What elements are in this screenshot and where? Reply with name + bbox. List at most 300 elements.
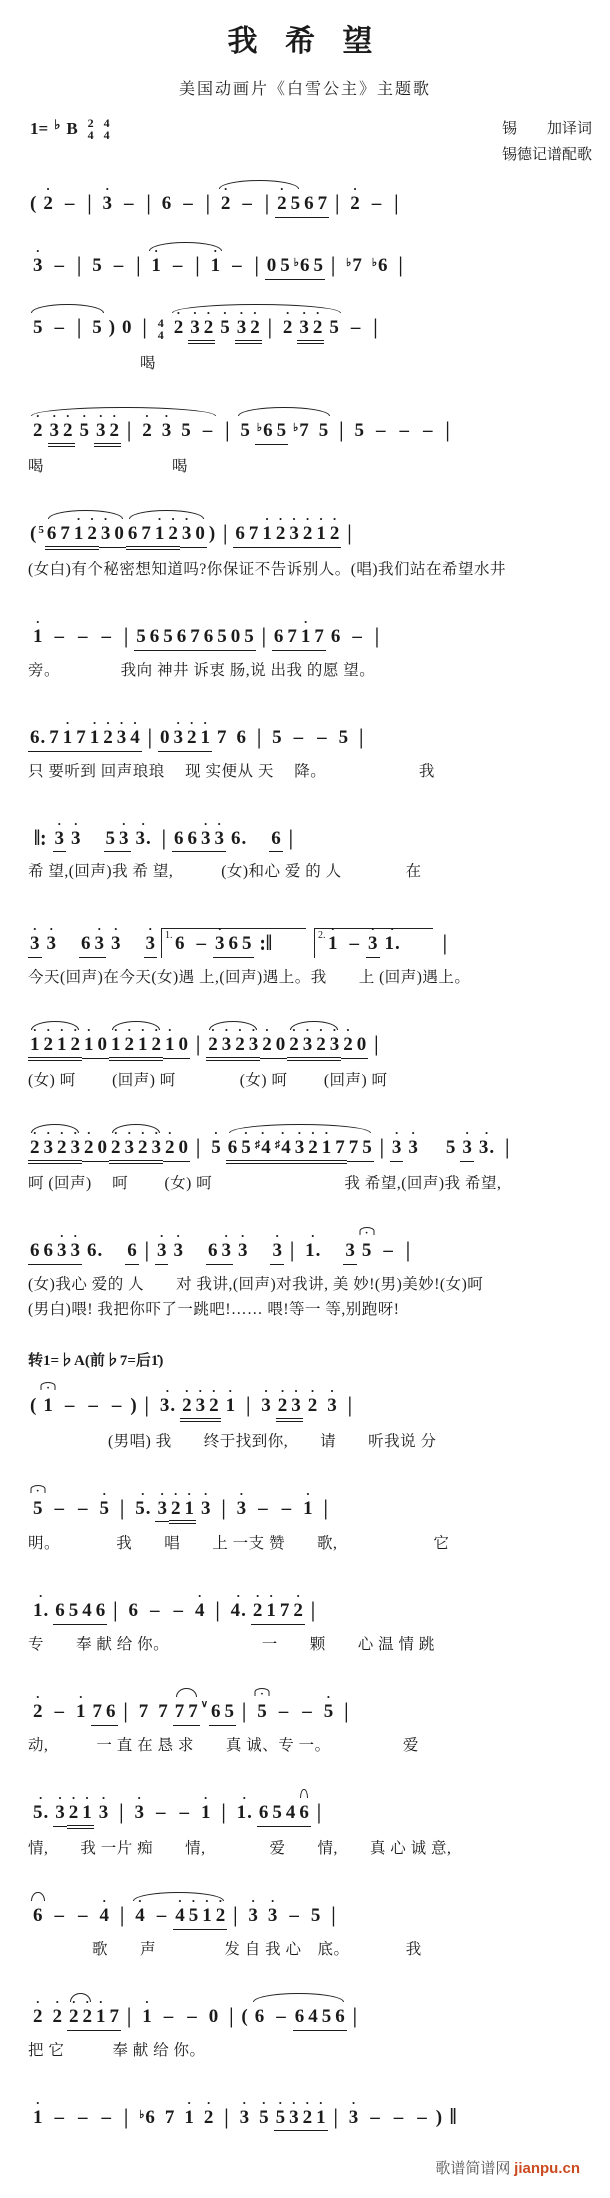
note: 5 [242, 933, 252, 955]
note: 3 · [119, 815, 129, 849]
octave-dot: · [270, 1892, 275, 1908]
augmentation-dot: . [43, 1600, 49, 1622]
octave-dot: · [165, 1382, 170, 1398]
slur-arc [250, 2006, 347, 2031]
octave-dot: · [186, 2094, 192, 2110]
note: 3 · [33, 242, 43, 276]
octave-dot: · [370, 921, 375, 937]
note: 1 · [57, 1022, 67, 1056]
held-note-dash: – [349, 933, 359, 955]
eighth-beam [94, 1600, 108, 1625]
note: 0 [114, 522, 124, 544]
held-note-dash: – [54, 317, 64, 339]
octave-dot: · [35, 408, 40, 424]
held-note-dash: – [422, 420, 433, 442]
note: 2 · [316, 1022, 326, 1056]
octave-dot: · [211, 1382, 217, 1398]
note: 1 · [142, 1993, 152, 2027]
note: 2 · [203, 2094, 214, 2128]
octave-dot: · [204, 1892, 210, 1908]
note: 2 · [52, 1993, 62, 2027]
barline: | [195, 253, 200, 278]
octave-dot: · [189, 714, 194, 730]
eighth-beam [320, 2006, 347, 2031]
octave-dot: · [137, 1790, 142, 1806]
octave-dot: · [394, 1125, 399, 1141]
eighth-beam [53, 1790, 67, 1827]
barline: | [442, 931, 447, 956]
barline: | [374, 624, 380, 649]
barline: | [147, 725, 152, 750]
note: 7 [92, 1701, 102, 1723]
note: 2 · [277, 1382, 288, 1416]
notes-row [28, 1785, 598, 1829]
held-note-dash: – [196, 933, 206, 955]
note: 1 · [76, 1689, 86, 1723]
held-note-dash: – [149, 1600, 160, 1622]
footer-site-link[interactable]: jianpu.cn [514, 2160, 580, 2178]
lyricist-credit: 锡 加译词 [501, 121, 592, 137]
barline: | [225, 418, 230, 443]
note: 2 · [33, 1993, 43, 2027]
note: 6 [175, 933, 185, 955]
octave-dot: · [332, 510, 337, 526]
note: 3 · [239, 2094, 250, 2128]
barline: | [123, 1699, 128, 1724]
note: 7 [216, 726, 227, 748]
note: 5 [217, 625, 227, 647]
meter2-numerator: 4 [103, 116, 110, 130]
octave-dot: · [213, 242, 218, 258]
held-note-dash: – [302, 1701, 312, 1723]
held-note-dash: – [293, 726, 304, 748]
held-note-dash: – [78, 625, 88, 647]
note: 1 · [200, 714, 210, 748]
eighth-beam [274, 2094, 301, 2132]
octave-dot: · [159, 1227, 164, 1243]
slur-arc [67, 1993, 94, 2031]
note: 2 · [293, 1588, 303, 1622]
lyric-row: 情, 我 一片 痴 情, 爱 情, 真 心 诚 意, [28, 1839, 452, 1857]
octave-dot: · [252, 305, 258, 321]
barline: | [379, 1135, 384, 1160]
octave-dot: · [217, 815, 222, 831]
note: 1 · [303, 1485, 313, 1519]
note: 5 [163, 625, 173, 647]
note: 0 [178, 1034, 188, 1056]
note: 0 [266, 254, 277, 276]
note: 3 · [57, 1227, 67, 1261]
note: 3 · [236, 1485, 247, 1519]
octave-dot: · [103, 510, 108, 526]
octave-dot: · [305, 2094, 310, 2110]
octave-dot: · [280, 1382, 285, 1398]
octave-dot: · [55, 1993, 60, 2009]
eighth-beam [343, 1240, 357, 1265]
flat-sign: ♭ [346, 256, 352, 269]
note: 3 · [173, 714, 183, 748]
held-note-dash: – [258, 1497, 268, 1519]
slur-arc [126, 510, 207, 550]
note: 2 · [33, 1689, 43, 1723]
octave-dot: · [264, 1022, 270, 1038]
note: 2 · [124, 1022, 134, 1056]
eighth-beam [28, 727, 61, 752]
augmentation-dot: . [241, 827, 247, 849]
barline: | [233, 1903, 238, 1928]
note: 5 [244, 625, 254, 647]
barline: | [359, 725, 364, 750]
sixteenth-beam [48, 408, 75, 447]
held-note-dash: – [289, 1904, 299, 1926]
held-note-dash: – [163, 2005, 174, 2027]
sixteenth-beam [188, 305, 215, 344]
octave-dot: · [101, 1790, 106, 1806]
note: 3 · [54, 815, 64, 849]
note: 5 [272, 1802, 282, 1824]
eighth-beam [158, 714, 185, 752]
note: 3 · [134, 1790, 144, 1824]
note: 2 · [138, 1125, 148, 1159]
octave-dot: · [303, 613, 308, 629]
note: 7 [141, 522, 151, 544]
note: 2 · [57, 1125, 67, 1159]
eighth-beam [88, 714, 115, 752]
eighth-beam [299, 613, 326, 651]
note: 6 [30, 1239, 40, 1261]
breath-mark: ∨ [200, 1699, 209, 1711]
note: 7 [248, 522, 259, 544]
octave-dot: · [410, 1125, 416, 1141]
note: 6 [299, 1802, 309, 1824]
octave-dot: · [127, 1022, 132, 1038]
note: 7 [76, 726, 86, 748]
note: 5 [290, 193, 301, 214]
note: 6 [33, 1904, 43, 1926]
note: 3 · [215, 921, 225, 955]
note: 6 [81, 933, 91, 955]
note: 2 · [275, 510, 286, 544]
note: 3 · [100, 510, 111, 544]
octave-dot: · [52, 408, 57, 424]
lyric-row: 呵 (回声) 呵 (女) 呵 我 希望,(回声)我 希望, [28, 1174, 502, 1192]
octave-dot: · [260, 1125, 265, 1141]
time-signature-1 [88, 117, 94, 141]
eighth-beam [215, 626, 256, 651]
barline: | [288, 825, 293, 851]
barline: | [119, 1800, 124, 1825]
music-system-3 [28, 300, 598, 373]
octave-dot: · [86, 1125, 91, 1141]
note: 5 [181, 420, 191, 442]
octave-dot: · [203, 1485, 208, 1501]
octave-dot: · [65, 408, 70, 424]
note: 5 [362, 1137, 372, 1159]
eighth-beam [188, 626, 215, 651]
barline: | [347, 521, 352, 546]
note: 0 [159, 726, 170, 748]
note: 6 [273, 625, 284, 647]
note: 5 [105, 827, 115, 849]
held-note-dash: – [350, 317, 361, 339]
held-note-dash: – [179, 1802, 189, 1824]
song-title: 我 希 望 [227, 25, 383, 58]
note: 2 · [151, 1022, 161, 1056]
note: 2 · [307, 1382, 318, 1416]
note: 5 · [220, 305, 230, 339]
note: 1 · [84, 1022, 94, 1056]
eighth-beam [91, 1701, 118, 1726]
octave-dot: · [105, 714, 111, 730]
lyric-row: 歌 声 发 自 我 心 底。 我 [28, 1940, 422, 1958]
note-fermata: 5 · [33, 1498, 43, 1520]
octave-dot: · [76, 510, 81, 526]
octave-dot: · [38, 1588, 43, 1604]
note: 6. [230, 827, 247, 849]
note: 7 [348, 1137, 359, 1159]
eighth-beam [264, 1588, 291, 1625]
sixteenth-beam [169, 1485, 196, 1525]
eighth-beam [155, 1485, 169, 1523]
octave-dot: · [224, 1022, 229, 1038]
note: ♯4 · [274, 1125, 291, 1159]
note: 2 · [302, 2094, 313, 2128]
held-note-dash: – [276, 2005, 286, 2027]
note: 1 · [200, 1790, 211, 1824]
barline: | [405, 1238, 411, 1263]
octave-dot: · [35, 1689, 40, 1705]
octave-dot: · [184, 1382, 190, 1398]
note: 4 · [135, 1892, 145, 1926]
barline: | [335, 191, 340, 216]
octave-dot: · [263, 1382, 269, 1398]
note: 2 · [69, 1993, 79, 2027]
note: 0 [97, 1137, 107, 1159]
lyric-row: 旁。 我向 神井 诉衷 肠,说 出我 的愿 望。 [28, 661, 376, 679]
octave-dot: · [330, 921, 335, 937]
sixteenth-beam [28, 1022, 82, 1061]
transcriber-credit: 锡德记谱配歌 [501, 146, 592, 163]
note: 3 · [214, 815, 224, 849]
barline: | [267, 315, 272, 340]
eighth-beam [209, 1701, 236, 1726]
notes-row [28, 506, 598, 550]
note: 5 · [211, 1125, 221, 1159]
barline: | [113, 1598, 118, 1623]
music-system-9 [28, 911, 598, 987]
octave-dot: · [73, 1022, 78, 1038]
note: 3 · [408, 1125, 418, 1159]
octave-dot: · [278, 2094, 283, 2110]
note: 2 · [262, 1022, 272, 1056]
note-fermata: 1 · [43, 1395, 53, 1417]
meter1-denominator: 4 [87, 128, 94, 143]
held-note-dash: – [242, 193, 252, 214]
song-subtitle: 美国动画片《白雪公主》主题歌 [178, 81, 431, 98]
note: 1 · [33, 2094, 43, 2128]
notes-row [28, 1120, 598, 1164]
note: 5 · [241, 1125, 251, 1159]
note: 2 · [289, 1022, 299, 1056]
music-system-15 [28, 1583, 598, 1654]
octave-dot: · [217, 921, 222, 937]
note: 3 · . [478, 1125, 495, 1159]
slur-arc [130, 1892, 227, 1930]
barline: | [333, 2104, 338, 2130]
augmentation-dot: . [40, 726, 46, 748]
note: 6 [46, 522, 57, 544]
note: 2 · [235, 1022, 245, 1056]
lyric-row: 只 要听到 回声琅琅 现 实便从 天 降。 我 [28, 762, 435, 780]
slur-arc [109, 1022, 163, 1061]
note: 3 · [102, 181, 113, 214]
octave-dot: · [78, 1689, 83, 1705]
held-note-dash: – [352, 625, 362, 647]
note: 5 [313, 254, 323, 276]
note: 1 · [165, 1022, 175, 1056]
octave-dot: · [213, 1125, 219, 1141]
note: 5 · [79, 408, 89, 442]
note: 7 [158, 1701, 168, 1723]
note: 1 · [154, 510, 165, 544]
note: 2 · [70, 1022, 80, 1056]
octave-dot: · [154, 1125, 159, 1141]
octave-dot: · [203, 1790, 208, 1806]
held-note-dash: – [113, 254, 124, 276]
note: 3 · [302, 1022, 313, 1056]
note: 6. [30, 726, 46, 748]
octave-dot: · [191, 1892, 196, 1908]
note: 5 · . [33, 1790, 49, 1824]
sixteenth-beam [293, 1125, 347, 1164]
eighth-beam [233, 523, 260, 548]
octave-dot: · [305, 510, 310, 526]
barline: | [144, 1238, 149, 1263]
held-note-dash: – [64, 1394, 75, 1416]
parenthesis: ( [30, 522, 37, 544]
octave-dot: · [297, 1125, 302, 1141]
sharp-sign: ♯ [254, 1139, 261, 1152]
note: 2 · [63, 408, 73, 442]
note: 5 · [323, 1689, 334, 1723]
eighth-beam [125, 1240, 139, 1265]
eighth-beam [82, 1125, 109, 1162]
slur-arc [28, 1905, 48, 1927]
parenthesis: ( [30, 193, 37, 214]
sixteenth-beam [206, 1022, 260, 1061]
note: 6 [211, 1701, 221, 1723]
augmentation-dot: . [241, 1600, 246, 1622]
held-note-dash: – [54, 1701, 64, 1723]
key-credits-row [30, 117, 592, 168]
music-system-2 [28, 238, 598, 280]
note: 1 · [138, 1022, 148, 1056]
note: 2 · [343, 1022, 353, 1056]
octave-dot: · [243, 1125, 249, 1141]
eighth-beam [144, 921, 158, 958]
held-note-dash: – [111, 1394, 122, 1416]
note: 3 · [200, 815, 211, 849]
note: 6. [87, 1239, 103, 1261]
octave-dot: · [59, 1227, 64, 1243]
octave-dot: · [164, 408, 169, 424]
octave-dot: · [203, 714, 208, 730]
music-system-6 [28, 609, 598, 680]
note: 2 · [208, 1022, 218, 1056]
octave-dot: · [352, 181, 358, 196]
notes-row [28, 300, 598, 344]
octave-dot: · [73, 1125, 78, 1141]
lyric-row: (女)我心 爱的 人 对 我讲,(回声)对我讲, 美 妙!(男)美妙!(女)呵 [28, 1275, 484, 1293]
octave-dot: · [92, 714, 97, 730]
notes-row [28, 1684, 598, 1726]
eighth-beam [104, 815, 131, 853]
eighth-beam [347, 1137, 374, 1162]
note: 3 · [462, 1125, 472, 1159]
parenthesis: ) [130, 1394, 137, 1416]
octave-dot: · [210, 1022, 216, 1038]
augmentation-dot: . [489, 1137, 495, 1159]
note: ♭6 [256, 420, 273, 442]
note: 2 · [170, 1485, 181, 1519]
barline: | [246, 1393, 251, 1418]
lyric-row: 动, 一 直 在 恳 求 真 诚、专 一。 爱 [28, 1737, 419, 1755]
note: ♭7 [293, 420, 309, 442]
eighth-beam [260, 1022, 287, 1059]
lyric-row: 希 望,(回声)我 希 望, (女)和心 爱 的 人 在 [28, 863, 422, 881]
note: 2 · [182, 1382, 192, 1416]
repeat-end: :‖ [259, 931, 272, 956]
held-note-dash: – [101, 2106, 111, 2128]
octave-dot: · [112, 408, 117, 424]
note: 2 · [220, 181, 231, 214]
note: 2 · [142, 408, 152, 442]
octave-dot: · [173, 1485, 178, 1501]
note: 3 · [30, 921, 40, 955]
note: 7 [49, 726, 59, 748]
notes-row [28, 2090, 598, 2132]
barline: | [146, 191, 151, 216]
barline: | [505, 1135, 510, 1160]
note: 2 · [68, 1790, 79, 1824]
sixteenth-beam [45, 510, 99, 550]
octave-dot: · [89, 510, 95, 526]
note: 6 [207, 1239, 218, 1261]
meter2-denominator: 4 [103, 128, 110, 143]
notes-row [28, 1583, 598, 1625]
slur-arc [173, 1701, 200, 1726]
note: 2 · [84, 1125, 94, 1159]
octave-dot: · [113, 1125, 118, 1141]
note: 3 · [368, 921, 378, 955]
sixteenth-beam [109, 1022, 163, 1061]
music-system-19 [28, 1989, 598, 2060]
note: 2 · [215, 1892, 226, 1926]
held-note-dash: – [371, 193, 382, 214]
note: 1 · [262, 510, 272, 544]
note: 0 [275, 1034, 286, 1056]
note: 6 [127, 522, 138, 544]
octave-dot: · [71, 1993, 76, 2009]
eighth-beam [180, 510, 207, 548]
octave-dot: · [71, 1790, 76, 1806]
note: 1 · [321, 1125, 332, 1159]
note: 1 · . [236, 1790, 252, 1824]
eighth-beam [291, 1588, 305, 1625]
held-note-dash: – [78, 2106, 88, 2128]
note: 5 · [99, 1485, 109, 1519]
note: 6 [258, 1802, 269, 1824]
